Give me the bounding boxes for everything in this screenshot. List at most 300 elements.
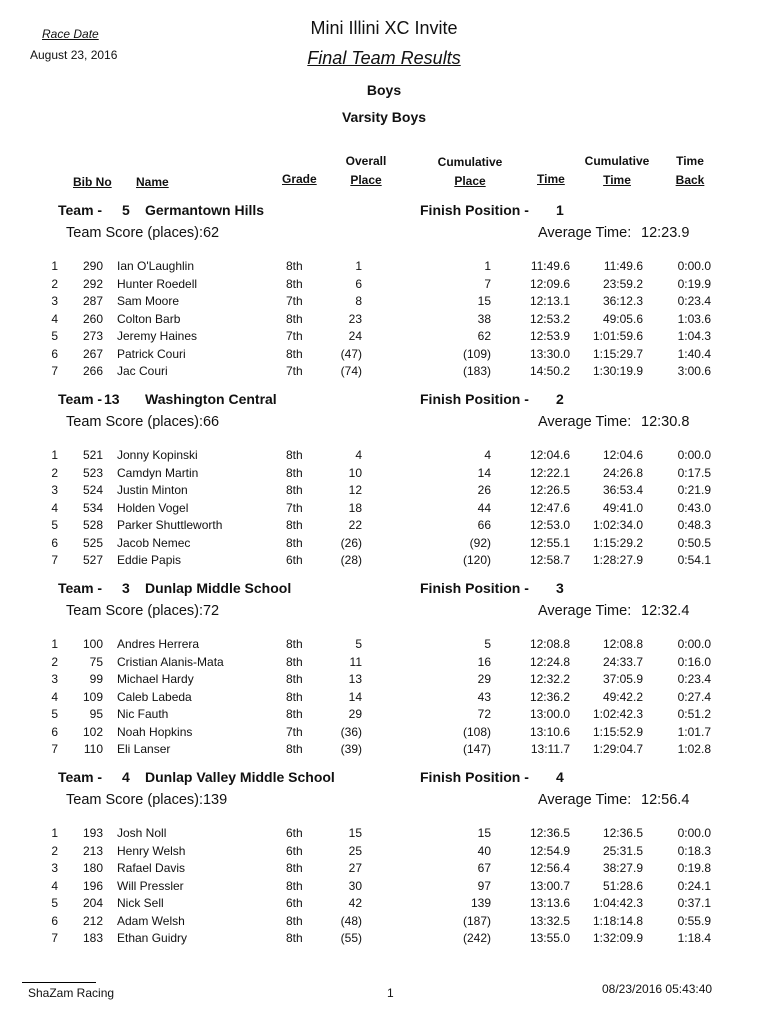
runner-overall-place: (36)	[340, 724, 362, 739]
runner-grade: 8th	[286, 878, 303, 893]
runner-grade: 8th	[286, 654, 303, 669]
runner-time: 12:53.0	[529, 518, 570, 532]
runner-row	[0, 707, 768, 724]
runner-overall-place: (26)	[340, 535, 362, 550]
runner-name: Patrick Couri	[117, 346, 186, 361]
runner-overall-place: 12	[348, 483, 362, 497]
runner-position: 5	[51, 896, 58, 910]
runner-grade: 8th	[286, 276, 303, 291]
runner-overall-place: 22	[348, 518, 362, 532]
runner-overall-place: 4	[355, 448, 362, 462]
runner-cumulative-time: 1:15:52.9	[592, 724, 643, 739]
runner-grade: 8th	[286, 672, 303, 686]
runner-cumulative-place: 40	[477, 843, 491, 858]
runner-cumulative-place: (120)	[462, 553, 491, 567]
runner-cumulative-place: 14	[477, 465, 491, 480]
finish-position-label: Finish Position -	[420, 202, 529, 218]
runner-row	[0, 844, 768, 861]
team-score: Team Score (places):66	[66, 414, 220, 430]
runner-time-back: 0:43.0	[677, 500, 711, 515]
runner-grade: 7th	[286, 364, 303, 378]
runner-grade: 8th	[286, 535, 303, 550]
runner-time-back: 0:00.0	[677, 448, 711, 462]
runner-row	[0, 826, 768, 843]
runner-time: 12:24.8	[529, 654, 570, 669]
col-grade: Grade	[282, 172, 317, 186]
runner-name: Caleb Labeda	[117, 689, 192, 704]
col-name: Name	[136, 175, 169, 189]
runner-name: Nic Fauth	[117, 707, 169, 721]
runner-position: 4	[51, 878, 58, 893]
runner-cumulative-time: 1:30:19.9	[592, 364, 643, 378]
runner-cumulative-time: 51:28.6	[602, 878, 643, 893]
col-bib: Bib No	[73, 175, 112, 189]
runner-overall-place: 25	[348, 843, 362, 858]
runner-grade: 6th	[286, 896, 303, 910]
runner-time: 12:36.2	[529, 689, 570, 704]
runner-grade: 8th	[286, 931, 303, 945]
runner-position: 6	[51, 535, 58, 550]
runner-grade: 6th	[286, 826, 303, 840]
runner-time: 13:11.7	[530, 742, 570, 756]
runner-cumulative-time: 36:12.3	[602, 294, 643, 308]
runner-bib: 267	[82, 346, 103, 361]
team-name: Dunlap Middle School	[145, 580, 292, 596]
runner-time-back: 0:37.1	[677, 896, 711, 910]
runner-cumulative-time: 1:15:29.2	[592, 535, 643, 550]
runner-bib: 525	[82, 535, 103, 550]
runner-cumulative-place: 4	[484, 448, 491, 462]
runner-time: 12:26.5	[529, 483, 570, 497]
runner-grade: 7th	[286, 294, 303, 308]
team-score: Team Score (places):72	[66, 603, 220, 619]
average-time-value: 12:32.4	[641, 603, 690, 619]
runner-name: Hunter Roedell	[117, 276, 198, 291]
runner-row	[0, 896, 768, 913]
footer-rule	[22, 982, 96, 983]
finish-position-label: Finish Position -	[420, 580, 529, 596]
runner-name: Andres Herrera	[117, 637, 200, 651]
runner-time-back: 1:03.6	[677, 311, 711, 326]
runner-bib: 260	[82, 311, 103, 326]
runner-position: 7	[51, 364, 58, 378]
runner-time: 13:32.5	[529, 913, 570, 928]
runner-time: 13:00.7	[529, 878, 570, 893]
runner-overall-place: (48)	[340, 913, 362, 928]
runner-row	[0, 466, 768, 483]
runner-time-back: 0:54.1	[677, 553, 711, 567]
runner-time-back: 0:17.5	[677, 465, 711, 480]
runner-name: Cristian Alanis-Mata	[117, 654, 224, 669]
runner-overall-place: (55)	[340, 931, 362, 945]
col-time: Time	[537, 172, 565, 186]
runner-time: 13:10.6	[529, 724, 570, 739]
runner-cumulative-time: 49:05.6	[602, 311, 643, 326]
runner-cumulative-time: 12:04.6	[602, 448, 643, 462]
runner-overall-place: 15	[348, 826, 362, 840]
runner-cumulative-time: 1:15:29.7	[592, 346, 643, 361]
runner-overall-place: 18	[348, 500, 362, 515]
runner-bib: 180	[82, 861, 103, 875]
runner-time: 13:55.0	[529, 931, 570, 945]
runner-name: Eddie Papis	[117, 553, 182, 567]
runner-cumulative-time: 1:01:59.6	[592, 329, 643, 343]
runner-bib: 100	[82, 637, 103, 651]
team-name: Dunlap Valley Middle School	[145, 769, 335, 785]
runner-position: 1	[51, 637, 58, 651]
runner-bib: 109	[82, 689, 103, 704]
runner-position: 3	[51, 672, 58, 686]
team-number: 3	[122, 580, 130, 596]
team-label: Team -	[58, 580, 103, 596]
runner-grade: 7th	[286, 500, 303, 515]
runner-grade: 8th	[286, 707, 303, 721]
runner-time: 12:22.1	[529, 465, 570, 480]
runner-grade: 6th	[286, 843, 303, 858]
runner-time-back: 0:50.5	[677, 535, 711, 550]
team-score: Team Score (places):62	[66, 225, 220, 241]
runner-bib: 196	[82, 878, 103, 893]
runner-overall-place: 1	[355, 259, 362, 273]
runner-position: 2	[51, 465, 58, 480]
footer-page-number: 1	[387, 986, 394, 1000]
runner-position: 2	[51, 654, 58, 669]
runner-grade: 8th	[286, 346, 303, 361]
runner-cumulative-time: 1:32:09.9	[592, 931, 643, 945]
runner-row	[0, 672, 768, 689]
average-time-label: Average Time:	[538, 414, 632, 430]
runner-bib: 287	[82, 294, 103, 308]
runner-row	[0, 553, 768, 570]
col-cum-time-top: Cumulative	[584, 154, 650, 168]
runner-time-back: 0:18.3	[677, 843, 711, 858]
runner-row	[0, 518, 768, 535]
footer-company: ShaZam Racing	[28, 986, 115, 1000]
runner-time: 12:09.6	[529, 276, 570, 291]
runner-bib: 110	[83, 742, 103, 756]
runner-time: 12:58.7	[529, 553, 570, 567]
runner-bib: 95	[89, 707, 103, 721]
runner-time: 13:00.0	[529, 707, 570, 721]
runner-time-back: 0:19.9	[677, 276, 711, 291]
runner-cumulative-place: 29	[477, 672, 491, 686]
runner-cumulative-place: 5	[484, 637, 491, 651]
runner-time-back: 1:18.4	[677, 931, 711, 945]
runner-overall-place: 23	[348, 311, 362, 326]
team-number: 4	[122, 769, 130, 785]
runner-time-back: 0:27.4	[677, 689, 711, 704]
team-label: Team -	[58, 391, 103, 407]
runner-time: 12:04.6	[529, 448, 570, 462]
runner-bib: 292	[82, 276, 103, 291]
runner-name: Henry Welsh	[117, 843, 186, 858]
runner-grade: 8th	[286, 448, 303, 462]
runner-row	[0, 347, 768, 364]
runner-row	[0, 277, 768, 294]
runner-name: Ethan Guidry	[117, 931, 188, 945]
runner-grade: 8th	[286, 483, 303, 497]
runner-overall-place: 24	[348, 329, 362, 343]
runner-cumulative-time: 12:08.8	[602, 637, 643, 651]
runner-cumulative-place: 16	[477, 654, 491, 669]
runner-name: Adam Welsh	[117, 913, 185, 928]
average-time-value: 12:23.9	[641, 225, 690, 241]
runner-position: 1	[51, 259, 58, 273]
runner-position: 1	[51, 826, 58, 840]
runner-bib: 75	[89, 654, 103, 669]
runner-cumulative-place: 1	[484, 259, 491, 273]
col-overall-top: Overall	[345, 154, 387, 168]
runner-name: Josh Noll	[117, 826, 167, 840]
runner-cumulative-place: 15	[477, 826, 491, 840]
runner-position: 4	[51, 689, 58, 704]
team-number: 5	[122, 202, 130, 218]
runner-time-back: 0:00.0	[677, 826, 711, 840]
runner-cumulative-time: 38:27.9	[602, 861, 643, 875]
runner-grade: 8th	[286, 311, 303, 326]
runner-cumulative-time: 49:41.0	[602, 500, 643, 515]
runner-overall-place: 27	[348, 861, 362, 875]
runner-grade: 8th	[286, 259, 303, 273]
runner-name: Holden Vogel	[117, 500, 189, 515]
runner-cumulative-time: 37:05.9	[602, 672, 643, 686]
runner-time-back: 0:00.0	[677, 637, 711, 651]
runner-name: Michael Hardy	[117, 672, 194, 686]
runner-cumulative-time: 1:04:42.3	[592, 896, 643, 910]
runner-grade: 8th	[286, 689, 303, 704]
runner-cumulative-place: 7	[484, 276, 491, 291]
runner-row	[0, 879, 768, 896]
runner-bib: 521	[82, 448, 103, 462]
col-cum-time-bottom: Time	[603, 173, 631, 187]
runner-time-back: 0:23.4	[677, 294, 711, 308]
col-back-top: Time	[676, 154, 704, 168]
page-subtitle: Final Team Results	[307, 48, 461, 68]
average-time-value: 12:30.8	[641, 414, 690, 430]
runner-position: 2	[51, 276, 58, 291]
runner-row	[0, 725, 768, 742]
runner-time-back: 0:19.8	[677, 861, 711, 875]
runner-name: Jeremy Haines	[117, 329, 198, 343]
team-score: Team Score (places):139	[66, 792, 228, 808]
runner-time: 12:47.6	[529, 500, 570, 515]
runner-cumulative-time: 24:26.8	[602, 465, 643, 480]
runner-time-back: 1:01.7	[677, 724, 711, 739]
runner-time-back: 0:51.2	[677, 707, 711, 721]
runner-overall-place: 10	[348, 465, 362, 480]
runner-bib: 193	[82, 826, 103, 840]
runner-time: 12:36.5	[529, 826, 570, 840]
finish-position-value: 4	[556, 769, 564, 785]
runner-cumulative-place: (147)	[462, 742, 491, 756]
runner-cumulative-place: 44	[477, 500, 491, 515]
runner-cumulative-place: 15	[477, 294, 491, 308]
runner-cumulative-time: 36:53.4	[602, 483, 643, 497]
col-cum-place-bottom: Place	[454, 174, 486, 188]
runner-time: 11:49.6	[530, 259, 570, 273]
runner-grade: 8th	[286, 465, 303, 480]
runner-bib: 204	[82, 896, 103, 910]
col-cum-place-top: Cumulative	[437, 155, 503, 169]
runner-overall-place: 29	[348, 707, 362, 721]
average-time-label: Average Time:	[538, 225, 632, 241]
runner-bib: 524	[82, 483, 103, 497]
runner-bib: 528	[82, 518, 103, 532]
runner-grade: 8th	[286, 518, 303, 532]
runner-time: 13:30.0	[529, 346, 570, 361]
runner-cumulative-time: 12:36.5	[602, 826, 643, 840]
runner-name: Nick Sell	[117, 896, 164, 910]
runner-bib: 290	[82, 259, 103, 273]
average-time-label: Average Time:	[538, 603, 632, 619]
runner-time: 12:56.4	[529, 861, 570, 875]
runner-cumulative-place: (187)	[462, 913, 491, 928]
runner-row	[0, 637, 768, 654]
runner-row	[0, 655, 768, 672]
runner-cumulative-time: 1:02:34.0	[592, 518, 643, 532]
race-date-label: Race Date	[42, 27, 99, 41]
runner-cumulative-time: 24:33.7	[602, 654, 643, 669]
runner-overall-place: 30	[348, 878, 362, 893]
runner-cumulative-place: 38	[477, 311, 491, 326]
runner-cumulative-time: 1:29:04.7	[592, 742, 643, 756]
col-back-bottom: Back	[675, 173, 705, 187]
runner-row	[0, 914, 768, 931]
runner-time-back: 1:02.8	[677, 742, 711, 756]
finish-position-value: 2	[556, 391, 564, 407]
runner-grade: 8th	[286, 861, 303, 875]
runner-position: 5	[51, 329, 58, 343]
runner-name: Jacob Nemec	[117, 535, 191, 550]
runner-row	[0, 259, 768, 276]
runner-row	[0, 448, 768, 465]
runner-row	[0, 931, 768, 948]
runner-time-back: 0:24.1	[677, 878, 711, 893]
division-heading: Varsity Boys	[341, 109, 427, 125]
runner-bib: 273	[82, 329, 103, 343]
runner-position: 5	[51, 518, 58, 532]
runner-overall-place: 11	[349, 654, 362, 669]
team-name: Germantown Hills	[145, 202, 265, 218]
runner-time-back: 0:48.3	[677, 518, 711, 532]
gender-heading: Boys	[366, 82, 402, 98]
runner-time: 12:53.2	[529, 311, 570, 326]
runner-cumulative-time: 49:42.2	[602, 689, 643, 704]
runner-bib: 534	[82, 500, 103, 515]
runner-time: 14:50.2	[529, 364, 570, 378]
runner-bib: 213	[82, 843, 103, 858]
runner-position: 4	[51, 311, 58, 326]
runner-cumulative-place: 139	[470, 896, 491, 910]
runner-time: 13:13.6	[529, 896, 570, 910]
runner-cumulative-place: 72	[477, 707, 491, 721]
runner-position: 6	[51, 724, 58, 739]
runner-cumulative-place: 62	[477, 329, 491, 343]
runner-name: Ian O'Laughlin	[117, 259, 195, 273]
runner-position: 3	[51, 483, 58, 497]
runner-position: 3	[51, 294, 58, 308]
finish-position-value: 1	[556, 202, 564, 218]
runner-time: 12:53.9	[529, 329, 570, 343]
runner-bib: 102	[82, 724, 103, 739]
runner-grade: 8th	[286, 637, 303, 651]
runner-cumulative-place: 66	[477, 518, 491, 532]
runner-time: 12:08.8	[529, 637, 570, 651]
runner-bib: 99	[89, 672, 103, 686]
page-title: Mini Illini XC Invite	[310, 18, 458, 38]
runner-bib: 212	[82, 913, 103, 928]
runner-name: Parker Shuttleworth	[117, 518, 223, 532]
footer-printed-timestamp: 08/23/2016 05:43:40	[602, 982, 713, 996]
runner-bib: 523	[82, 465, 103, 480]
runner-time-back: 1:04.3	[677, 329, 711, 343]
runner-position: 7	[51, 742, 58, 756]
runner-row	[0, 690, 768, 707]
runner-time-back: 0:55.9	[677, 913, 711, 928]
runner-row	[0, 364, 768, 381]
runner-time: 12:55.1	[529, 535, 570, 550]
runner-overall-place: 6	[355, 276, 362, 291]
runner-overall-place: 8	[355, 294, 362, 308]
runner-row	[0, 742, 768, 759]
runner-time: 12:13.1	[529, 294, 570, 308]
runner-name: Jonny Kopinski	[117, 448, 198, 462]
runner-grade: 8th	[286, 913, 303, 928]
runner-cumulative-time: 1:02:42.3	[592, 707, 643, 721]
runner-position: 5	[51, 707, 58, 721]
finish-position-label: Finish Position -	[420, 391, 529, 407]
runner-grade: 7th	[286, 724, 303, 739]
runner-row	[0, 329, 768, 346]
runner-overall-place: (74)	[340, 364, 362, 378]
runner-position: 6	[51, 346, 58, 361]
runner-name: Sam Moore	[117, 294, 180, 308]
runner-cumulative-time: 23:59.2	[602, 276, 643, 291]
runner-cumulative-place: (183)	[462, 364, 491, 378]
runner-name: Noah Hopkins	[117, 724, 193, 739]
runner-position: 3	[51, 861, 58, 875]
team-label: Team -	[58, 202, 103, 218]
finish-position-value: 3	[556, 580, 564, 596]
runner-overall-place: (39)	[340, 742, 362, 756]
runner-name: Justin Minton	[117, 483, 188, 497]
team-number: 13	[104, 391, 120, 407]
runner-cumulative-place: 67	[477, 861, 491, 875]
runner-row	[0, 483, 768, 500]
runner-name: Eli Lanser	[117, 742, 171, 756]
runner-name: Jac Couri	[117, 364, 168, 378]
runner-cumulative-place: 43	[477, 689, 491, 704]
race-date: August 23, 2016	[30, 48, 118, 62]
runner-position: 2	[51, 843, 58, 858]
runner-row	[0, 861, 768, 878]
runner-grade: 8th	[286, 742, 303, 756]
runner-row	[0, 312, 768, 329]
runner-time-back: 1:40.4	[677, 346, 711, 361]
runner-time: 12:54.9	[529, 843, 570, 858]
runner-name: Will Pressler	[117, 878, 184, 893]
runner-name: Colton Barb	[117, 311, 181, 326]
team-name: Washington Central	[145, 391, 277, 407]
average-time-value: 12:56.4	[641, 792, 690, 808]
runner-cumulative-place: 97	[477, 878, 491, 893]
runner-position: 4	[51, 500, 58, 515]
average-time-label: Average Time:	[538, 792, 632, 808]
runner-time-back: 0:21.9	[677, 483, 711, 497]
runner-name: Camdyn Martin	[117, 465, 199, 480]
runner-row	[0, 536, 768, 553]
runner-position: 7	[51, 553, 58, 567]
